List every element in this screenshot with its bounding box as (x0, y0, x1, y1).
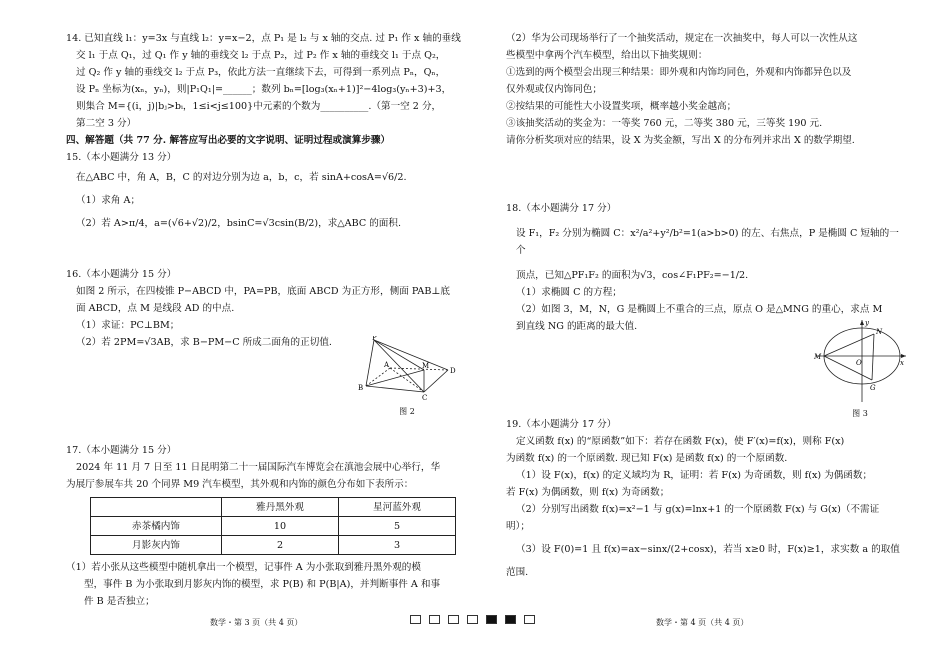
question-18 (506, 200, 904, 335)
table-row (91, 517, 456, 536)
q19-line: （1）设 F(x)，f(x) 的定义域均为 R，证明：若 F(x) 为奇函数，则 f(x) 为偶函数； (516, 470, 873, 481)
q18-stem: 设 F₁，F₂ 分别为椭圆 C：x²/a²+y²/b²=1(a>b>0) 的左、右焦点，P 是椭圆 C 短轴的一个 (516, 228, 899, 256)
q15-part2: （2）若 A>π/4，a=(√6+√2)/2，bsinC=√3csin(B/2)，求△ABC 的面积. (76, 218, 402, 229)
pyramid-diagram (352, 336, 462, 402)
q19-line: 若 F(x) 为偶函数，则 f(x) 为奇函数； (506, 487, 670, 498)
label-D: D (450, 367, 456, 375)
page-indicator-box (467, 615, 478, 624)
q17-stem: 为展厅参展车共 20 个同界 M9 汽车模型，其外观和内饰的颜色分布如下表所示： (66, 479, 414, 490)
label-O: O (856, 359, 862, 367)
q17-table (90, 497, 456, 555)
label-M: M (814, 353, 822, 361)
q18-part2: 到直线 NG 的距离的最大值. (516, 321, 638, 332)
footer-page-4: 数学・第 4 页（共 4 页） (656, 618, 749, 627)
label-B: B (358, 384, 364, 392)
q15-stem: 在△ABC 中，角 A，B，C 的对边分别为边 a，b，c，若 sinA+cosA=√6/2. (76, 172, 407, 183)
table-header-row (91, 498, 456, 517)
label-N: N (876, 328, 883, 336)
q17-line: 仅外观或仅内饰同色； (506, 84, 602, 95)
left-column (66, 30, 466, 351)
label-C: C (422, 394, 428, 402)
figure-caption: 图 2 (399, 407, 415, 416)
q19-line: （2）分别写出函数 f(x)=x²−1 与 g(x)=lnx+1 的一个原函数 F(x) 与 G(x)（不需证 (516, 504, 880, 515)
table-cell: 赤茶橘内饰 (91, 517, 222, 536)
page-indicator-box (429, 615, 440, 624)
q15-heading: 15.（本小题满分 13 分） (66, 152, 177, 163)
q17-line: ②按结果的可能性大小设置奖项，概率越小奖金越高； (506, 101, 737, 112)
table-cell: 10 (222, 517, 339, 536)
q16-part1: （1）求证：PC⊥BM； (76, 320, 180, 331)
page-indicator-box (524, 615, 535, 624)
q17-line: 些模型中拿两个汽车模型，给出以下抽奖规则： (506, 50, 708, 61)
q16-stem: 面 ABCD，点 M 是线段 AD 的中点. (76, 303, 235, 314)
label-y: y (865, 319, 869, 327)
ellipse-diagram (812, 318, 908, 404)
q14-line: 过 Q₂ 作 y 轴的垂线交 l₂ 于点 P₃，依此方法一直继续下去，可得到一系列点 Pₙ，Qₙ， (76, 67, 446, 78)
figure-caption: 图 3 (852, 409, 868, 418)
figure-3 (812, 318, 908, 418)
q14-line: 第二空 3 分） (76, 118, 137, 129)
question-19 (506, 416, 904, 581)
q17-line: ①选到的两个模型会出现三种结果：即外观和内饰均同色，外观和内饰都异色以及 (506, 67, 852, 78)
table-cell: 星河蓝外观 (339, 498, 456, 517)
q17-part1: 型，事件 B 为小张取到月影灰内饰的模型，求 P(B) 和 P(B|A)，并判断事件 A 和事 (84, 579, 441, 590)
q19-line: 明）； (506, 521, 530, 532)
table-cell: 5 (339, 517, 456, 536)
q19-heading: 19.（本小题满分 17 分） (506, 419, 617, 430)
page-indicator-box (448, 615, 459, 624)
table-cell (91, 498, 222, 517)
question-14 (66, 30, 466, 132)
q17-line: ③该抽奖活动的奖金为：一等奖 760 元，二等奖 380 元，三等奖 190 元. (506, 118, 823, 129)
question-15 (66, 149, 466, 232)
label-A: A (384, 361, 390, 369)
q17-line: 请你分析奖项对应的结果，设 X 为奖金额，写出 X 的分布列并求出 X 的数学期望. (506, 135, 855, 146)
q16-stem: 如图 2 所示，在四棱锥 P−ABCD 中，PA=PB，底面 ABCD 为正方形，侧面 PAB⊥底 (76, 286, 451, 297)
q17-heading: 17.（本小题满分 15 分） (66, 445, 177, 456)
q19-line: 定义函数 f(x) 的“原函数”如下：若存在函数 F(x)，使 F′(x)=f(x)，则称 F(x) (516, 436, 845, 447)
q14-line: 设 Pₙ 坐标为(xₙ，yₙ)，则|P₁Q₁|=______；数列 bₙ=[log₃(xₙ+1)]²−4log₃(yₙ+3)+3， (76, 84, 452, 95)
label-G: G (870, 384, 876, 392)
footer-page-3: 数学・第 3 页（共 4 页） (210, 618, 303, 627)
label-M: M (422, 362, 430, 370)
q14-line: 则集合 M={(i，j)|bⱼ>bᵢ，1≤i<j≤100}中元素的个数为__________.（第一空 2 分， (76, 101, 442, 112)
q18-heading: 18.（本小题满分 17 分） (506, 203, 617, 214)
table-cell: 2 (222, 536, 339, 555)
q17-part1: 件 B 是否独立； (84, 596, 155, 607)
question-17-continued (506, 30, 904, 149)
q18-part2: （2）如图 3，M，N，G 是椭圆上不重合的三点，原点 O 是△MNG 的重心，求点 M (516, 304, 883, 315)
right-column (506, 30, 904, 149)
q14-line: 14. 已知直线 l₁：y=3x 与直线 l₂：y=x−2，点 P₁ 是 l₂ 与 x 轴的交点. 过 P₁ 作 x 轴的垂线 (66, 33, 461, 44)
figure-2 (352, 336, 462, 414)
table-row (91, 536, 456, 555)
q18-stem: 顶点，已知△PF₁F₂ 的面积为√3，cos∠F₁PF₂=−1/2. (516, 270, 749, 281)
q19-line: （3）设 F(0)=1 且 f(x)=ax−sinx/(2+cosx)，若当 x≥0 时，F(x)≥1，求实数 a 的取值 (516, 544, 900, 555)
q18-part1: （1）求椭圆 C 的方程； (516, 287, 622, 298)
section-heading: 四、解答题（共 77 分. 解答应写出必要的文字说明、证明过程或演算步骤） (66, 135, 391, 146)
page-indicator-box (486, 615, 497, 624)
question-17 (66, 442, 466, 610)
table-cell: 雅丹黑外观 (222, 498, 339, 517)
q16-part2: （2）若 2PM=√3AB，求 B−PM−C 所成二面角的正切值. (76, 337, 332, 348)
q16-heading: 16.（本小题满分 15 分） (66, 269, 177, 280)
q17-line: （2）华为公司现场举行了一个抽奖活动，规定在一次抽奖中，每人可以一次性从这 (506, 33, 858, 44)
q17-stem: 2024 年 11 月 7 日至 11 日昆明第二十一届国际汽车博览会在滇池会展中心举行，华 (76, 462, 441, 473)
label-P: P (372, 336, 377, 342)
page-indicator-box (410, 615, 421, 624)
label-x: x (900, 359, 904, 367)
page-indicator (410, 615, 535, 624)
page-indicator-box (505, 615, 516, 624)
q17-part1: （1）若小张从这些模型中随机拿出一个模型，记事件 A 为小张取到雅丹黑外观的模 (66, 562, 421, 573)
table-cell: 3 (339, 536, 456, 555)
q19-line: 范围. (506, 567, 529, 578)
table-cell: 月影灰内饰 (91, 536, 222, 555)
q19-line: 为函数 f(x) 的一个原函数. 现已知 F(x) 是函数 f(x) 的一个原函数. (506, 453, 788, 464)
q15-part1: （1）求角 A； (76, 195, 141, 206)
q14-line: 交 l₁ 于点 Q₁，过 Q₁ 作 y 轴的垂线交 l₂ 于点 P₂，过 P₂ 作 x 轴的垂线交 l₁ 于点 Q₂， (76, 50, 446, 61)
